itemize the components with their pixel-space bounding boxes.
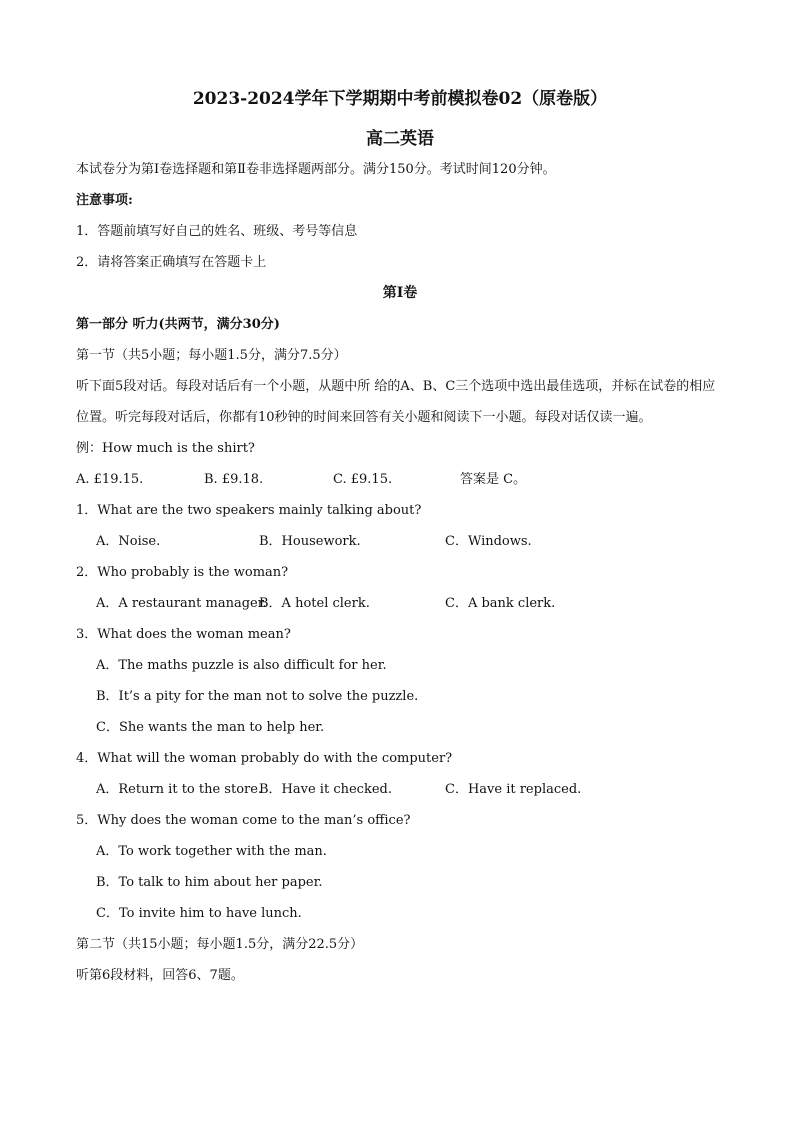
question-options — [76, 774, 724, 805]
option-c: C．Windows. — [445, 534, 532, 549]
question-stem: 4．What will the woman probably do with the computer? — [76, 751, 453, 766]
exam-intro: 本试卷分为第Ⅰ卷选择题和第Ⅱ卷非选择题两部分。满分150分。考试时间120分钟。 — [76, 162, 556, 177]
question-options — [76, 588, 724, 619]
option-b: B．To talk to him about her paper. — [96, 875, 323, 890]
option-c: C．A bank clerk. — [445, 596, 556, 611]
question-stem: 3．What does the woman mean? — [76, 627, 291, 642]
option-a: A．The maths puzzle is also difficult for her. — [96, 658, 387, 673]
part1-heading: 第一部分 听力(共两节，满分30分) — [76, 317, 280, 332]
notice-heading: 注意事项: — [76, 193, 133, 208]
material-6-instruction: 听第6段材料，回答6、7题。 — [76, 968, 244, 983]
option-c: C．She wants the man to help her. — [96, 720, 325, 735]
example-option-b: B. £9.18. — [204, 472, 264, 487]
notice-item: 2．请将答案正确填写在答题卡上 — [76, 255, 267, 270]
notice-item: 1．答题前填写好自己的姓名、班级、考号等信息 — [76, 224, 358, 239]
option-a: A．To work together with the man. — [96, 844, 327, 859]
option-c: C．To invite him to have lunch. — [96, 906, 302, 921]
section2-heading: 第二节（共15小题；每小题1.5分，满分22.5分） — [76, 937, 364, 952]
option-b: B．A hotel clerk. — [259, 596, 370, 611]
volume-heading: 第I卷 — [382, 285, 418, 301]
option-b: B．Housework. — [259, 534, 361, 549]
section1-heading: 第一节（共5小题；每小题1.5分，满分7.5分） — [76, 348, 347, 363]
example-options — [76, 464, 724, 495]
option-a: A．Return it to the store. — [96, 782, 263, 797]
option-b: B．It’s a pity for the man not to solve the puzzle. — [96, 689, 419, 704]
exam-subject: 高二英语 — [366, 129, 434, 149]
exam-title: 2023-2024学年下学期期中考前模拟卷02（原卷版） — [192, 89, 608, 109]
listening-directions: 听下面5段对话。每段对话后有一个小题，从题中所 给的A、B、C三个选项中选出最佳选项，并标在试卷的相应位置。听完每段对话后，你都有10秒钟的时间来回答有关小题和阅读下一小题。每段对话仅读一遍。 — [76, 379, 716, 425]
example-question: 例：How much is the shirt? — [76, 441, 255, 456]
exam-page — [76, 84, 724, 991]
question-stem: 2．Who probably is the woman? — [76, 565, 289, 580]
example-answer: 答案是 C。 — [460, 472, 527, 487]
option-c: C．Have it replaced. — [445, 782, 582, 797]
question-stem: 5．Why does the woman come to the man’s office? — [76, 813, 411, 828]
option-a: A．A restaurant manager. — [96, 596, 267, 611]
example-option-a: A. £19.15. — [76, 472, 144, 487]
example-option-c: C. £9.15. — [333, 472, 393, 487]
question-options — [76, 526, 724, 557]
option-b: B．Have it checked. — [259, 782, 392, 797]
question-stem: 1．What are the two speakers mainly talking about? — [76, 503, 422, 518]
option-a: A．Noise. — [96, 534, 161, 549]
